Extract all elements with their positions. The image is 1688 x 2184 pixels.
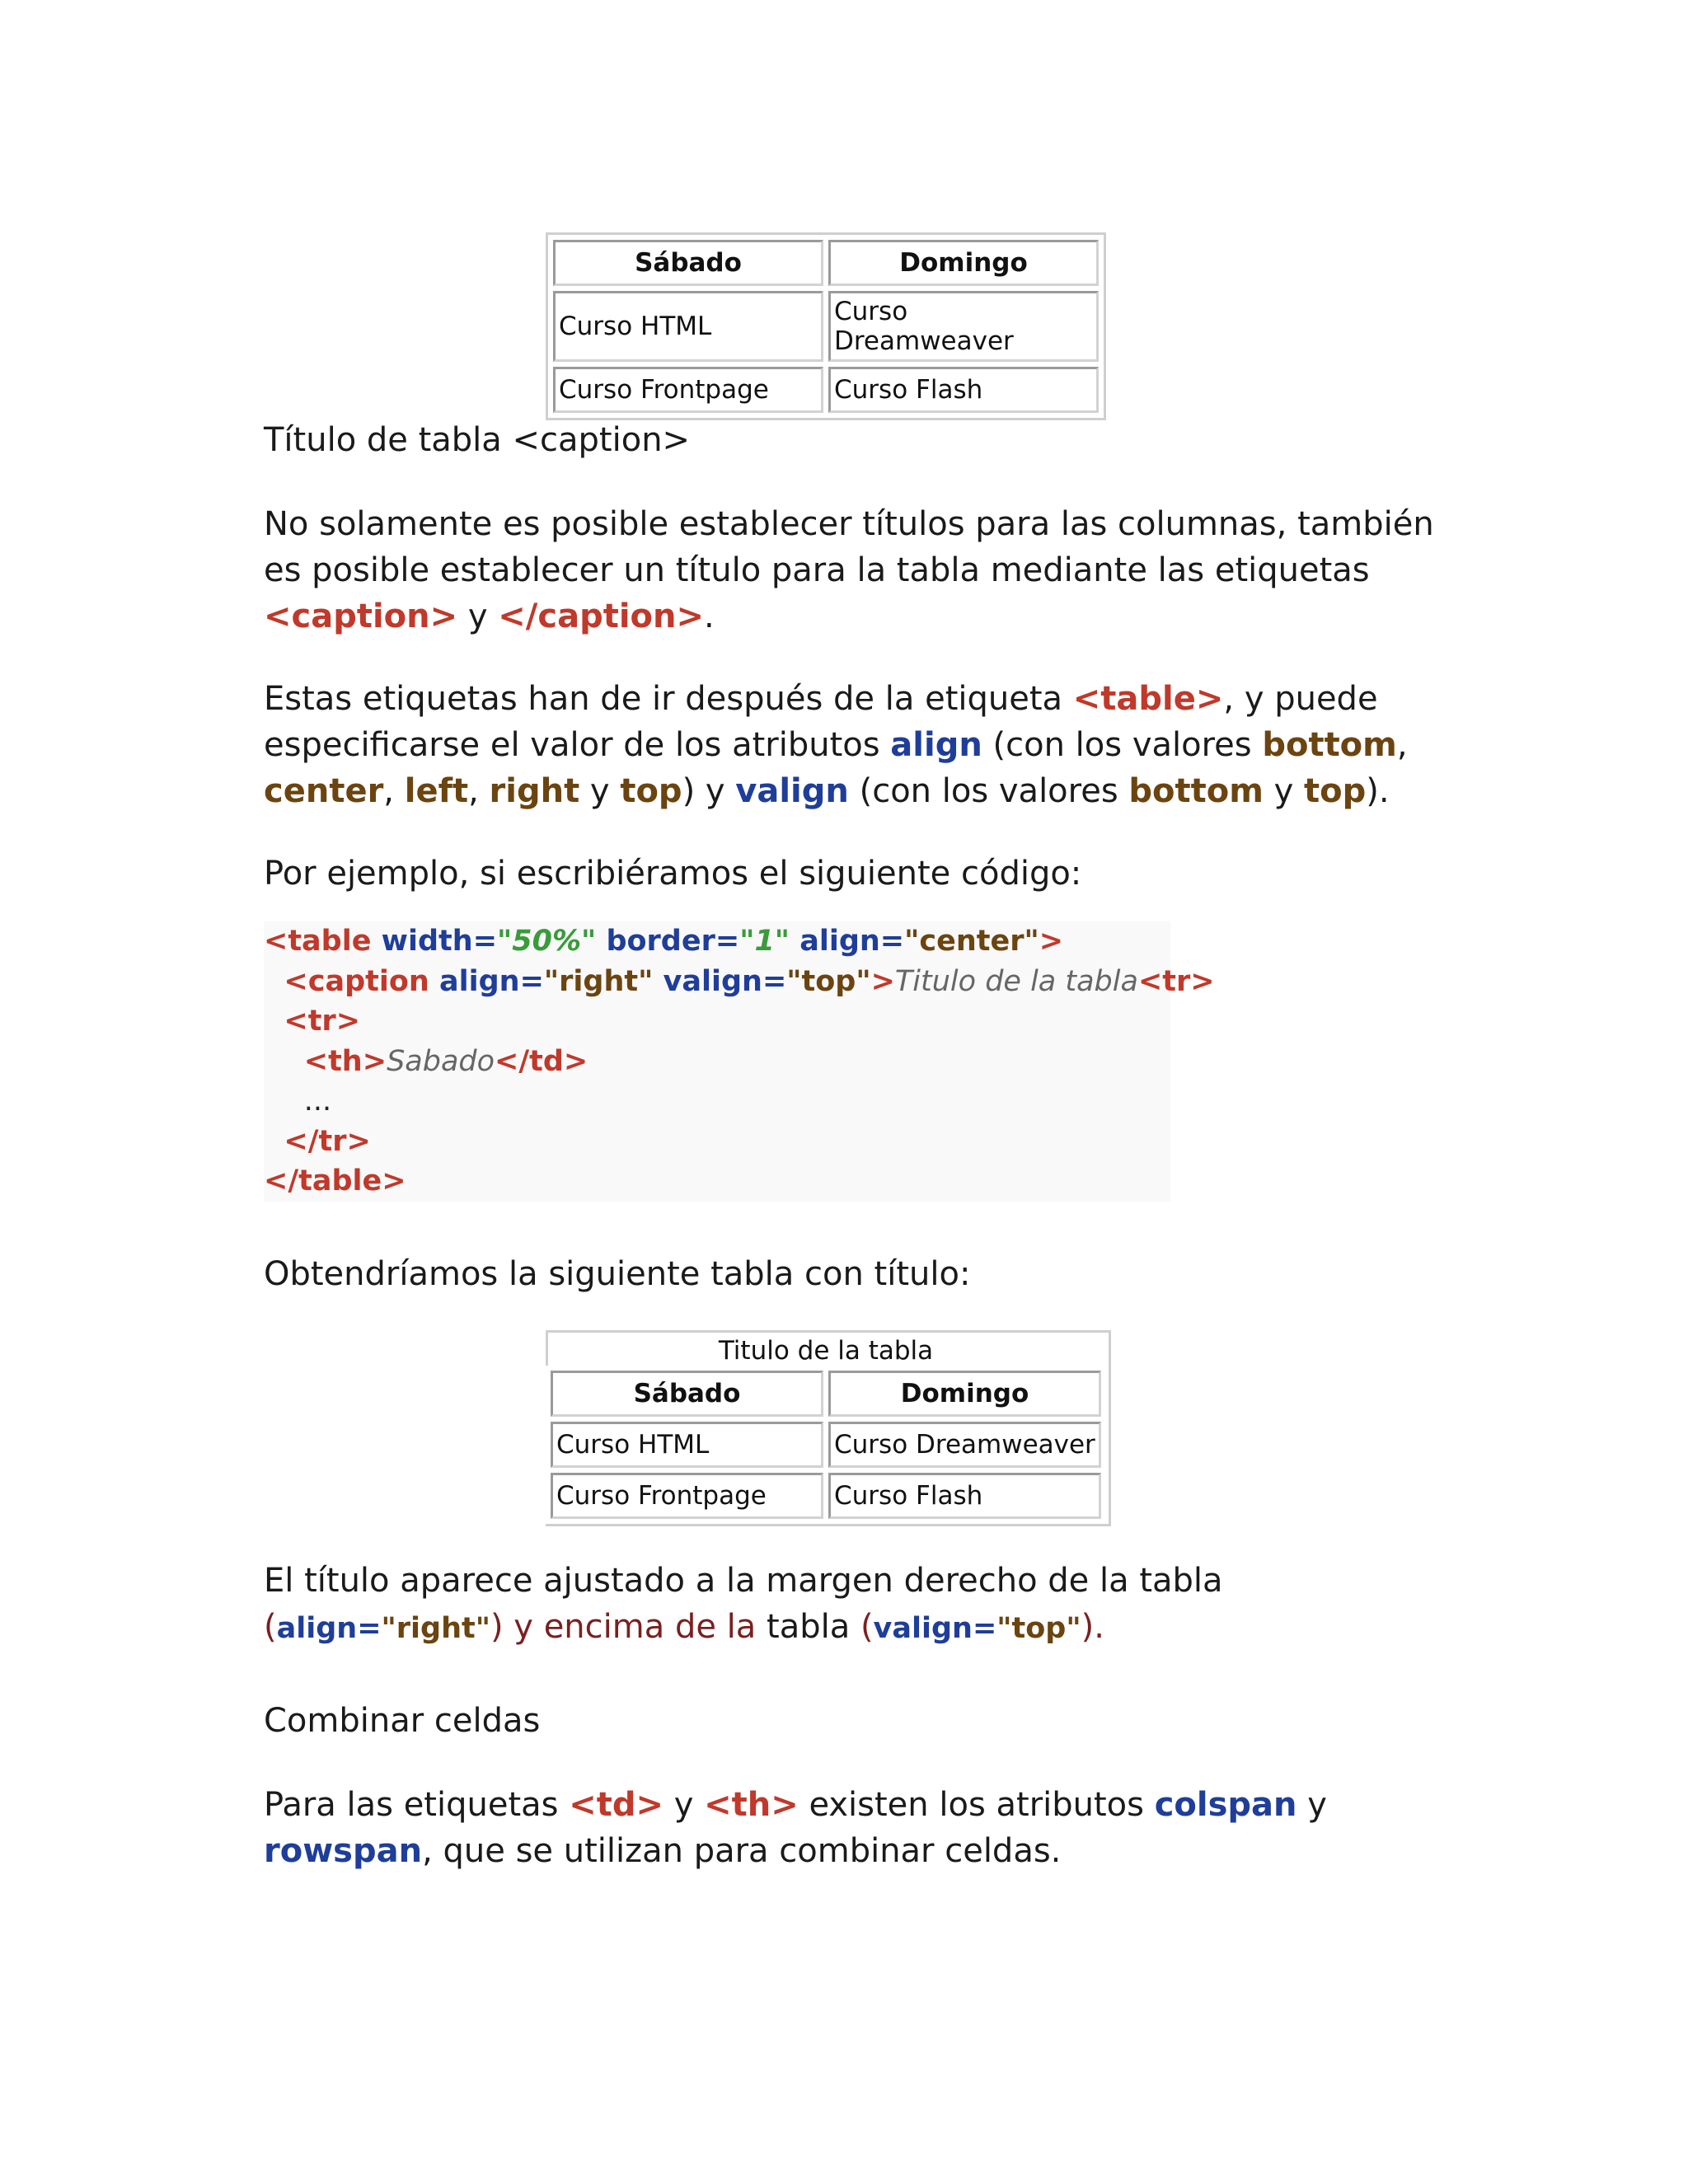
table-row	[551, 1473, 1101, 1519]
code-token: "1"	[739, 925, 790, 958]
code-token: Titulo de la tabla	[894, 964, 1138, 998]
code-token: "center"	[904, 925, 1039, 958]
text-run: ,	[468, 772, 490, 810]
table-cell: Curso Frontpage	[551, 1473, 823, 1519]
table-header-cell: Domingo	[828, 1371, 1101, 1417]
text-run: y	[579, 772, 621, 810]
text-run: (con los valores	[848, 772, 1129, 810]
paragraph-caption-attributes	[264, 676, 1434, 814]
code-token: "50%"	[497, 925, 597, 958]
code-indent	[264, 1125, 284, 1158]
paragraph-colspan-rowspan	[264, 1782, 1434, 1874]
text-run: encima de la	[543, 1608, 757, 1646]
text-run: ).	[1081, 1608, 1104, 1646]
code-indent	[264, 1045, 304, 1078]
tag-table: <table>	[1072, 680, 1224, 718]
value-top: top	[620, 772, 682, 810]
code-token: valign=	[653, 964, 787, 998]
table-cell: Curso Dreamweaver	[828, 1422, 1101, 1468]
text-run: ).	[1366, 772, 1390, 810]
table-header-cell: Sábado	[553, 240, 823, 286]
code-token: </table>	[264, 1165, 406, 1197]
attr-rowspan: rowspan	[264, 1832, 423, 1870]
table-header-cell: Domingo	[828, 240, 1099, 286]
text-run: Para las etiquetas	[264, 1786, 570, 1824]
paragraph-result-intro: Obtendríamos la siguiente tabla con título:	[264, 1255, 971, 1293]
value-right: right	[489, 772, 580, 810]
text-run: ) y	[682, 772, 736, 810]
code-token: align=	[439, 964, 544, 998]
attr-align: align	[890, 726, 982, 764]
code-token: </tr>	[284, 1124, 371, 1158]
text-run: (	[860, 1608, 874, 1646]
table-header-cell: Sábado	[551, 1371, 823, 1417]
code-token: <tr>	[1137, 964, 1215, 998]
text-run: , que se utilizan para combinar celdas.	[422, 1832, 1062, 1870]
value-top: top	[1304, 772, 1367, 810]
code-line	[264, 1081, 1170, 1122]
table-row	[553, 367, 1099, 413]
table-header-row	[551, 1371, 1101, 1417]
table-row	[551, 1422, 1101, 1468]
example-table-2	[546, 1331, 1106, 1524]
table-header-row	[553, 240, 1099, 286]
attr-valign: valign=	[873, 1612, 997, 1645]
text-run: Estas etiquetas han de ir después de la etiqueta	[264, 680, 1073, 718]
code-line	[264, 1161, 1170, 1202]
table-row	[553, 291, 1099, 362]
table-cell: Curso HTML	[551, 1422, 823, 1468]
code-line	[264, 962, 1215, 1002]
tag-td: <td>	[569, 1786, 663, 1824]
attr-valign: valign	[735, 772, 849, 810]
value-left: left	[404, 772, 469, 810]
text-run: tabla	[756, 1608, 860, 1646]
code-token: width=	[381, 925, 498, 958]
code-token: "right"	[543, 964, 654, 998]
text-run: ,	[1396, 726, 1408, 764]
table-cell: Curso Dreamweaver	[828, 291, 1099, 362]
code-line	[264, 1042, 1170, 1082]
table-cell: Curso HTML	[553, 291, 823, 362]
text-run: (con los valores	[982, 726, 1263, 764]
text-run: ) y	[490, 1608, 544, 1646]
code-token: border=	[596, 925, 740, 958]
code-token: <th>	[303, 1044, 387, 1078]
section-heading-caption: Título de tabla <caption>	[264, 421, 691, 459]
code-token: Sabado	[387, 1044, 495, 1078]
tag-caption-close: </caption>	[498, 598, 705, 635]
code-indent	[264, 965, 284, 998]
paragraph-example-intro: Por ejemplo, si escribiéramos el siguiente código:	[264, 855, 1082, 893]
text-run: y	[663, 1786, 705, 1824]
code-token: >	[870, 964, 895, 998]
text-run: El título aparece ajustado a la margen derecho de la tabla	[264, 1562, 1223, 1600]
code-token: <caption	[284, 964, 439, 998]
text-run: .	[704, 598, 715, 635]
value-bottom: bottom	[1262, 726, 1397, 764]
code-token: align=	[790, 925, 905, 958]
code-token: <tr>	[284, 1005, 361, 1038]
value-center: center	[264, 772, 384, 810]
text-run: (	[264, 1608, 277, 1646]
attr-align: align=	[276, 1612, 382, 1645]
text-run: existen los atributos	[798, 1786, 1155, 1824]
code-token: <table	[264, 925, 382, 958]
text-run: y	[1296, 1786, 1327, 1824]
code-token: ...	[303, 1085, 332, 1118]
code-indent	[264, 1005, 284, 1038]
code-token: >	[1039, 925, 1064, 958]
code-token: "top"	[786, 964, 871, 998]
section-heading-merge-cells: Combinar celdas	[264, 1702, 541, 1740]
code-token: </td>	[495, 1044, 588, 1078]
code-line	[264, 1122, 1170, 1162]
value-bottom: bottom	[1128, 772, 1264, 810]
table-cell: Curso Flash	[828, 1473, 1101, 1519]
text-run: y	[1263, 772, 1305, 810]
table-cell: Curso Frontpage	[553, 367, 823, 413]
tag-th: <th>	[704, 1786, 799, 1824]
value-right: "right"	[381, 1612, 490, 1645]
text-run: No solamente es posible establecer títulos para las columnas, también es posible establecer un título para la tabla mediante las etiquetas	[264, 505, 1434, 589]
paragraph-caption-explanation	[264, 1558, 1434, 1652]
table-cell: Curso Flash	[828, 367, 1099, 413]
paragraph-caption-intro	[264, 501, 1434, 640]
example-table-1	[546, 232, 1106, 420]
tag-caption-open: <caption>	[264, 598, 458, 635]
code-example	[264, 921, 1215, 1202]
table-caption: Titulo de la tabla	[718, 1336, 934, 1366]
text-run: y	[457, 598, 499, 635]
code-line	[264, 1001, 1170, 1042]
attr-colspan: colspan	[1154, 1786, 1297, 1824]
value-top: "top"	[996, 1612, 1081, 1645]
code-indent	[264, 1085, 304, 1118]
text-run: ,	[383, 772, 405, 810]
text-run: , y puede especificarse el valor de los atributos	[264, 680, 1378, 764]
code-line	[264, 921, 1170, 962]
